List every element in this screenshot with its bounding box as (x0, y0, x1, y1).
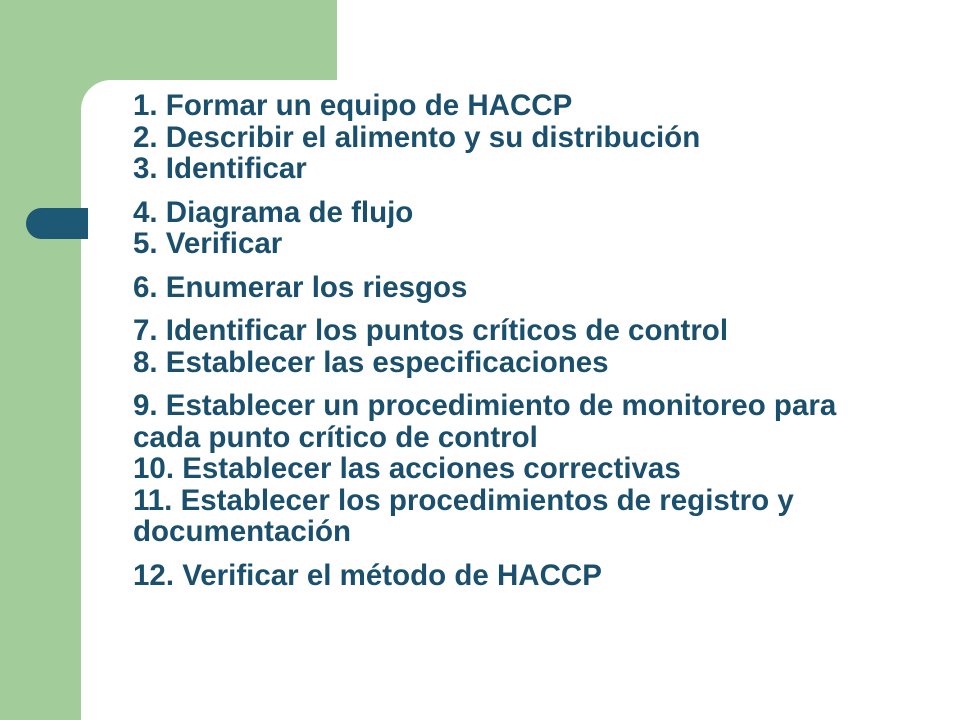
list-item: 3. Identificar (133, 152, 307, 185)
list-group (133, 560, 893, 592)
list-item: 10. Establecer las acciones correctivas (133, 452, 681, 485)
list-item: 9. Establecer un procedimiento de monitoreo para cada punto crítico de control (133, 389, 837, 454)
list-item: 11. Establecer los procedimientos de registro y documentación (133, 483, 794, 548)
list-group (133, 272, 893, 304)
accent-bar (26, 208, 88, 239)
list-item: 6. Enumerar los riesgos (133, 270, 468, 304)
list-item: 7. Identificar los puntos críticos de control (133, 314, 729, 347)
list-item: 12. Verificar el método de HACCP (133, 558, 602, 592)
haccp-steps-list (133, 90, 893, 603)
list-group (133, 315, 893, 378)
list-group (133, 197, 893, 260)
list-item: 8. Establecer las especificaciones (133, 345, 609, 379)
list-item: 1. Formar un equipo de HACCP (133, 89, 573, 122)
list-group (133, 390, 893, 548)
list-group (133, 90, 893, 185)
list-item: 5. Verificar (133, 227, 283, 260)
list-item: 4. Diagrama de flujo (133, 195, 414, 229)
list-item: 2. Describir el alimento y su distribución (133, 120, 701, 154)
